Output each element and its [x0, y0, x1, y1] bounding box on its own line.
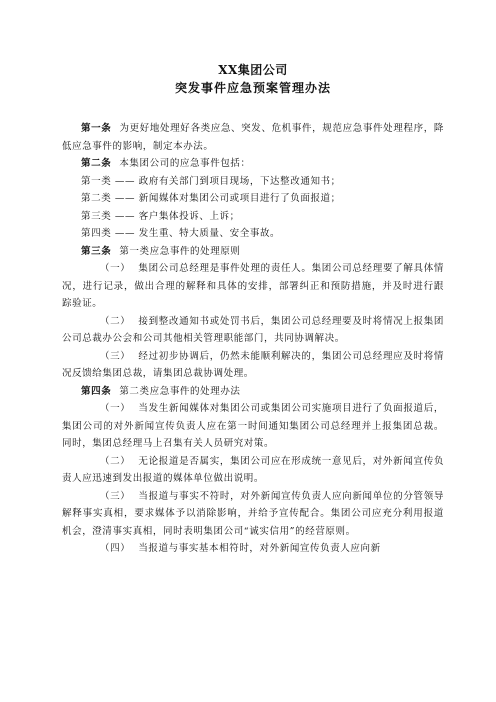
article-text: 第一类应急事件的处理原则 [119, 245, 241, 257]
article-3 [62, 243, 444, 261]
category-item: 第四类 —— 发生重、特大质量、安全事故。 [81, 228, 281, 239]
clause-text: 接到整改通知书或处罚书后，集团公司总经理要及时将情况上报集团公司总裁办公会和公司其他相关管理职能部门，共同协调解决。 [62, 315, 444, 344]
article-4 [62, 383, 444, 401]
clause [62, 540, 444, 558]
article-text: 第二类应急事件的处理办法 [119, 385, 241, 397]
clause-number: （二） [100, 315, 131, 327]
clause [62, 488, 444, 541]
article-number: 第三条 [81, 245, 112, 257]
clause-text: 经过初步协调后，仍然未能顺利解决的，集团公司总经理应及时将情况反馈给集团总裁，请集团总裁协调处理。 [62, 350, 444, 379]
clause-text: 当报道与事实基本相符时，对外新闻宣传负责人应向新 [138, 543, 381, 554]
document-subtitle: 突发事件应急预案管理办法 [174, 81, 331, 95]
clause-text: 集团公司总经理是事件处理的责任人。集团公司总经理要了解具体情况，进行记录，做出合理的解释和具体的安排，部署纠正和预防措施，并及时进行跟踪验证。 [62, 263, 444, 309]
clause-number: （四） [100, 543, 131, 554]
article-number: 第四条 [81, 385, 112, 397]
category-item: 第二类 —— 新闻媒体对集团公司或项目进行了负面报道； [81, 193, 341, 204]
clause [62, 260, 444, 313]
clause-text: 无论报道是否属实，集团公司应在形成统一意见后，对外新闻宣传负责人应迅速到发出报道的媒体单位做出说明。 [62, 455, 444, 484]
clause-number: （一） [100, 403, 131, 414]
article-number: 第一条 [81, 123, 112, 134]
document-title: XX集团公司 [218, 63, 288, 77]
clause [62, 400, 444, 453]
article-text: 为更好地处理好各类应急、突发、危机事件，规范应急事件处理程序，降低应急事件的影响，制定本办法。 [62, 123, 444, 152]
clause-text: 当报道与事实不符时，对外新闻宣传负责人应向新闻单位的分管领导解释事实真相，要求媒体予以消除影响，并给予宣传配合。集团公司应充分利用报道机会，澄清事实真相，同时表明集团公司“诚实信用”的经营原则。 [62, 490, 444, 537]
clause [62, 453, 444, 488]
clause-number: （一） [100, 263, 131, 274]
article-2 [62, 155, 444, 173]
clause [62, 313, 444, 348]
article-text: 本集团公司的应急事件包括： [119, 158, 251, 169]
clause [62, 348, 444, 383]
clause-number: （二） [100, 455, 131, 467]
clause-text: 当发生新闻媒体对集团公司或集团公司实施项目进行了负面报道后，集团公司的对外新闻宣传负责人应在第一时间通知集团公司总经理并上报集团总裁。同时，集团总经理马上召集有关人员研究对策。 [62, 403, 444, 449]
category-item: 第一类 —— 政府有关部门到项目现场，下达整改通知书； [81, 175, 341, 187]
article-1 [62, 120, 444, 155]
article-number: 第二条 [81, 158, 112, 169]
clause-number: （三） [100, 350, 131, 362]
clause-number: （三） [100, 490, 131, 502]
category-item: 第三类 —— 客户集体投诉、上诉； [81, 210, 240, 222]
